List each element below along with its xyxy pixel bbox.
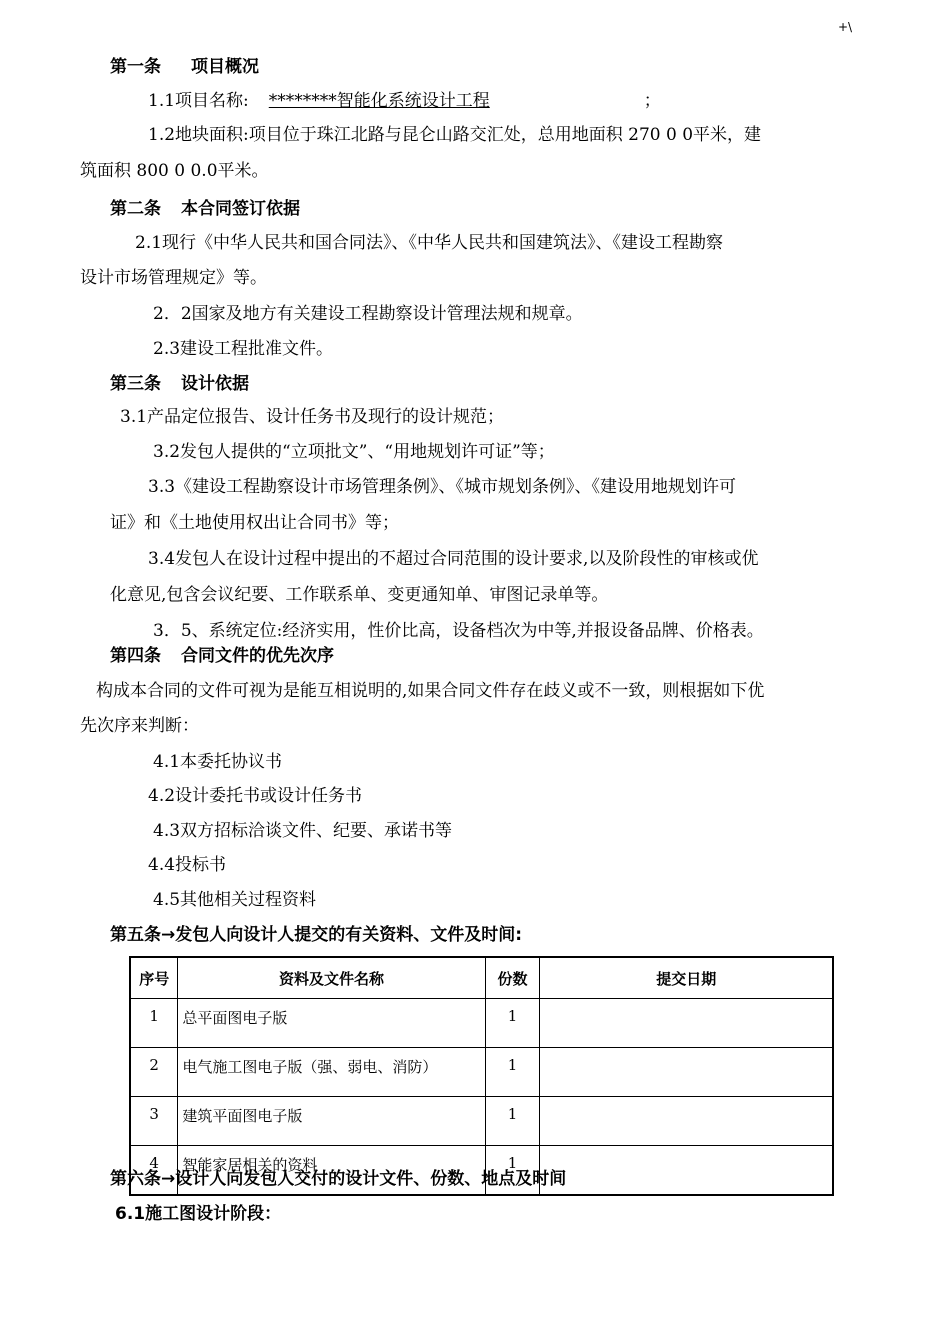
item-3-5: 3．5、系统定位:经济实用，性价比高，设备档次为中等,并报设备品牌、价格表。 <box>153 621 764 641</box>
row-date <box>540 1146 833 1196</box>
item-6-1: 6.1施工图设计阶段： <box>115 1204 282 1224</box>
item-4-1: 4.1本委托协议书 <box>153 752 283 772</box>
row-name: 电气施工图电子版（强、弱电、消防） <box>178 1048 485 1097</box>
article-4-intro-line-2: 先次序来判断： <box>80 716 199 736</box>
row-no: 2 <box>130 1048 178 1097</box>
row-date <box>540 999 833 1048</box>
item-2-2: 2．2国家及地方有关建设工程勘察设计管理法规和规章。 <box>153 304 583 324</box>
item-4-5: 4.5其他相关过程资料 <box>153 890 317 910</box>
item-3-4-line-1: 3.4发包人在设计过程中提出的不超过合同范围的设计要求,以及阶段性的审核或优 <box>148 549 759 569</box>
item-1-1-label: 1.1项目名称: <box>148 91 249 111</box>
row-no: 3 <box>130 1097 178 1146</box>
materials-table <box>129 956 834 1196</box>
article-6-heading: 第六条→设计人向发包人交付的设计文件、份数、地点及时间 <box>110 1169 567 1189</box>
article-2-title: 本合同签订依据 <box>181 199 300 219</box>
header-no: 序号 <box>130 957 178 999</box>
table-row <box>130 1048 833 1097</box>
item-4-2: 4.2设计委托书或设计任务书 <box>148 786 363 806</box>
table-row <box>130 1097 833 1146</box>
item-3-3-line-2: 证》和《土地使用权出让合同书》等； <box>110 513 399 533</box>
article-5-heading: 第五条→发包人向设计人提交的有关资料、文件及时间: <box>110 925 523 945</box>
article-4-heading <box>110 645 334 667</box>
row-date <box>540 1048 833 1097</box>
item-2-3: 2.3建设工程批准文件。 <box>153 339 334 359</box>
article-1-heading <box>110 56 259 78</box>
article-3-number: 第三条 <box>110 374 161 394</box>
row-copies: 1 <box>485 1146 540 1196</box>
item-1-2-line-1: 1.2地块面积:项目位于珠江北路与昆仑山路交汇处，总用地面积 270 0 0平米，建 <box>148 125 762 145</box>
row-date <box>540 1097 833 1146</box>
page-corner-mark: +\ <box>838 20 853 34</box>
item-3-3-line-1: 3.3《建设工程勘察设计市场管理条例》、《城市规划条例》、《建设用地规划许可 <box>148 477 737 497</box>
article-3-title: 设计依据 <box>181 374 249 394</box>
row-copies: 1 <box>485 999 540 1048</box>
article-1-number: 第一条 <box>110 57 161 77</box>
item-3-4-line-2: 化意见,包含会议纪要、工作联系单、变更通知单、审图记录单等。 <box>110 585 609 605</box>
item-1-2-line-2: 筑面积 800 0 0.0平米。 <box>80 161 269 181</box>
row-no: 1 <box>130 999 178 1048</box>
article-2-heading <box>110 198 300 220</box>
row-no: 4 <box>130 1146 178 1196</box>
article-2-number: 第二条 <box>110 199 161 219</box>
row-copies: 1 <box>485 1048 540 1097</box>
item-4-3: 4.3双方招标洽谈文件、纪要、承诺书等 <box>153 821 453 841</box>
header-copies: 份数 <box>485 957 540 999</box>
item-3-2: 3.2发包人提供的“立项批文”、“用地规划许可证”等； <box>153 442 555 462</box>
article-1-title: 项目概况 <box>191 57 259 77</box>
item-2-1-line-2: 设计市场管理规定》等。 <box>80 268 267 288</box>
article-4-number: 第四条 <box>110 646 161 666</box>
item-1-1-end: ； <box>643 91 661 111</box>
item-4-4: 4.4投标书 <box>148 855 227 875</box>
row-copies: 1 <box>485 1097 540 1146</box>
row-name: 智能家居相关的资料 <box>178 1146 485 1196</box>
article-4-intro-line-1: 构成本合同的文件可视为是能互相说明的,如果合同文件存在歧义或不一致，则根据如下优 <box>96 681 765 701</box>
table-header-row <box>130 957 833 999</box>
item-2-1-line-1: 2.1现行《中华人民共和国合同法》、《中华人民共和国建筑法》、《建设工程勘察 <box>135 233 724 253</box>
article-4-title: 合同文件的优先次序 <box>181 646 334 666</box>
item-1-1 <box>148 90 661 112</box>
article-3-heading <box>110 373 249 395</box>
row-name: 建筑平面图电子版 <box>178 1097 485 1146</box>
header-date: 提交日期 <box>540 957 833 999</box>
header-name: 资料及文件名称 <box>178 957 485 999</box>
table-row <box>130 999 833 1048</box>
project-name: ********智能化系统设计工程 <box>268 91 490 111</box>
item-3-1: 3.1产品定位报告、设计任务书及现行的设计规范； <box>120 407 505 427</box>
row-name: 总平面图电子版 <box>178 999 485 1048</box>
